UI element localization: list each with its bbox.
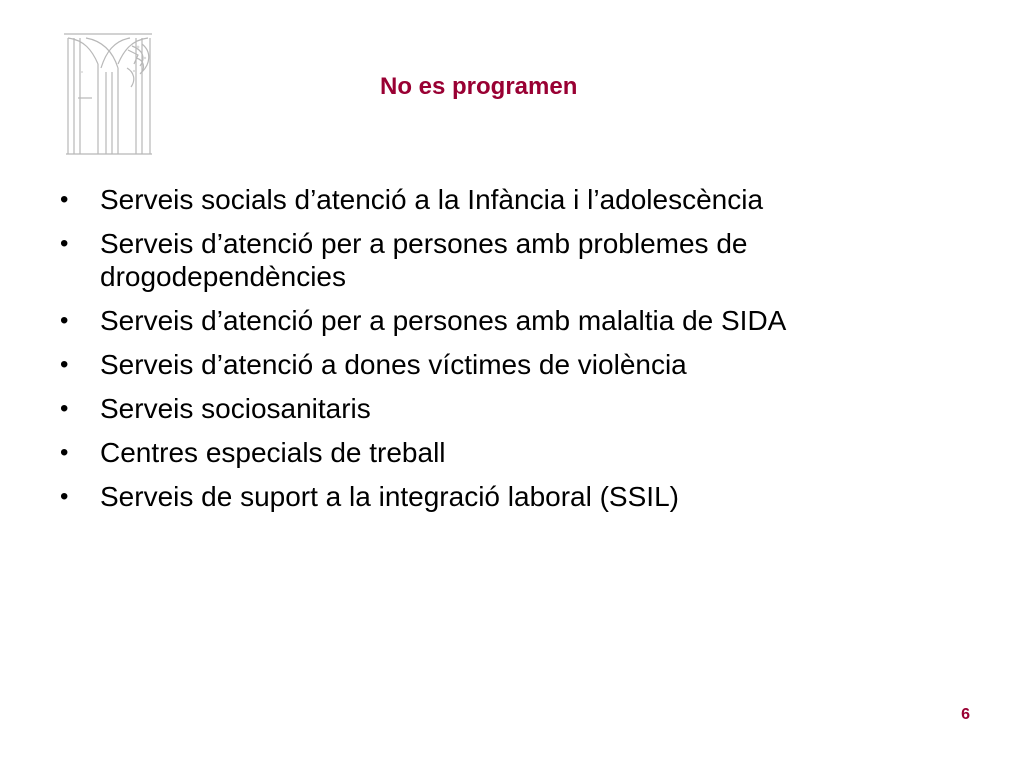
- architectural-arch-logo-icon: [58, 30, 158, 158]
- bullet-icon: •: [60, 439, 69, 466]
- list-item-text: Serveis socials d’atenció a la Infància i l’adolescència: [100, 184, 764, 215]
- bullet-icon: •: [60, 351, 69, 378]
- list-item-text: Serveis d’atenció per a persones amb problemes de drogodependències: [100, 228, 748, 292]
- list-item: [58, 436, 978, 469]
- list-item: [58, 348, 978, 381]
- bullet-icon: •: [60, 395, 69, 422]
- slide-title: No es programen: [380, 73, 578, 100]
- list-item-text: Serveis d’atenció per a persones amb malaltia de SIDA: [100, 305, 787, 336]
- bullet-icon: •: [60, 230, 69, 257]
- list-item: [58, 304, 978, 337]
- bullet-list: [58, 183, 978, 524]
- list-item: [58, 227, 978, 293]
- list-item-text: Serveis sociosanitaris: [100, 393, 371, 424]
- list-item: [58, 392, 978, 425]
- list-item-text: Centres especials de treball: [100, 437, 446, 468]
- list-item-text: Serveis de suport a la integració laboral (SSIL): [100, 481, 679, 512]
- bullet-icon: •: [60, 483, 69, 510]
- list-item: [58, 480, 978, 513]
- list-item: [58, 183, 978, 216]
- list-item-text: Serveis d’atenció a dones víctimes de violència: [100, 349, 687, 380]
- bullet-icon: •: [60, 307, 69, 334]
- bullet-icon: •: [60, 186, 69, 213]
- page-number: 6: [961, 706, 970, 723]
